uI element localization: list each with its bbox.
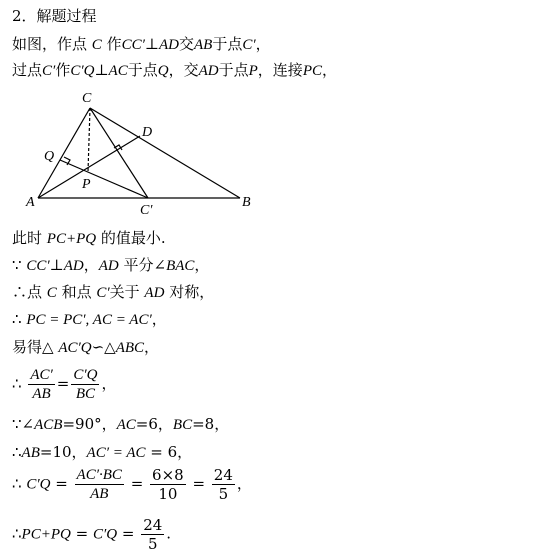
step-3: [12, 282, 214, 303]
math: AD: [144, 285, 165, 301]
numerator: 24: [143, 516, 163, 534]
text: 对称，: [164, 283, 215, 301]
text: 易得△: [12, 338, 59, 356]
denominator: BC: [75, 386, 95, 402]
text: 此时: [12, 229, 47, 247]
step-5: [12, 337, 159, 358]
math: PC+PQ: [21, 526, 71, 543]
text: ∴: [12, 474, 27, 493]
text: 平分∠: [118, 256, 167, 274]
intro-line-2: [12, 60, 337, 81]
numerator: AC′·BC: [76, 467, 122, 483]
label-Q: Q: [44, 149, 55, 164]
text: ∽△: [91, 338, 116, 356]
text: .: [166, 524, 172, 543]
text: ，交: [168, 61, 199, 79]
label-C-prime: C′: [140, 203, 153, 218]
denominator: AB: [90, 486, 109, 502]
step-2: [12, 255, 209, 276]
text: ∴点: [12, 283, 47, 301]
fraction: [150, 466, 186, 503]
text: =6，: [135, 415, 173, 433]
numerator: C′Q: [73, 367, 98, 383]
text: ，连接: [257, 61, 303, 79]
math: C′: [42, 63, 56, 79]
step-6: [12, 366, 117, 403]
text: =: [56, 374, 70, 393]
math: AB: [21, 445, 40, 461]
text: ，: [83, 256, 99, 274]
math: AB: [194, 37, 213, 53]
math: C: [91, 37, 102, 53]
text: 和点: [56, 283, 97, 301]
text: =: [70, 524, 93, 543]
text: 过点: [12, 61, 43, 79]
numerator: AC′: [30, 367, 53, 383]
label-B: B: [242, 195, 251, 210]
text: ，: [321, 61, 337, 79]
label-P: P: [82, 177, 91, 192]
denominator: 5: [218, 485, 229, 503]
step-9: [12, 466, 252, 503]
denominator: 10: [158, 485, 178, 503]
math: BAC: [166, 258, 195, 274]
denominator: AB: [32, 386, 51, 402]
label-C: C: [82, 91, 92, 106]
text: ，: [151, 310, 167, 328]
fraction: [28, 366, 54, 403]
math: C: [46, 285, 57, 301]
segment-PC-dashed: [88, 108, 90, 172]
math: CC′⊥AD: [26, 258, 84, 274]
math: CC′⊥AD: [121, 37, 179, 53]
text: 交: [178, 35, 194, 53]
fraction: [75, 466, 124, 503]
math: BC: [172, 417, 193, 433]
solution-heading: 2．解题过程: [12, 7, 97, 25]
math: ABC: [115, 340, 145, 356]
text: =8，: [192, 415, 230, 433]
math: Q: [157, 63, 169, 79]
numerator: 24: [213, 466, 233, 484]
text: =: [187, 474, 210, 493]
text: ∴: [12, 443, 22, 461]
fraction: [212, 466, 235, 503]
text: ，: [194, 256, 210, 274]
math: ACB: [34, 417, 63, 433]
math: AD: [198, 63, 219, 79]
text: = 6，: [145, 443, 193, 461]
text: ∵: [12, 256, 27, 274]
text: =10，: [39, 443, 87, 461]
label-A: A: [26, 195, 35, 210]
text: 如图，作点: [12, 35, 92, 53]
segment-CC-prime: [90, 108, 148, 198]
geometry-figure: [20, 86, 260, 218]
text: ，: [101, 374, 117, 393]
step-10: [12, 516, 171, 553]
text: =90°，: [62, 415, 117, 433]
text: ∵∠: [12, 415, 35, 433]
denominator: 5: [147, 535, 158, 553]
math: C′: [242, 37, 256, 53]
math: PC = PC′, AC = AC′: [26, 312, 152, 328]
text: 于点: [218, 61, 249, 79]
math: PC: [302, 63, 322, 79]
math: AC: [116, 417, 136, 433]
math: C′: [96, 285, 110, 301]
math: AC′Q: [58, 340, 92, 356]
math: P: [248, 63, 258, 79]
text: ，: [255, 35, 271, 53]
text: ∴: [12, 374, 22, 393]
step-4: [12, 309, 167, 330]
numerator: 6×8: [152, 466, 184, 484]
fraction: [71, 366, 99, 403]
text: =: [117, 524, 140, 543]
math: AC′ = AC: [86, 445, 146, 461]
text: 的值最小.: [96, 229, 166, 247]
math: C′Q⊥AC: [70, 63, 128, 79]
math: C′Q: [92, 526, 118, 543]
fraction: [141, 516, 164, 553]
text: 作: [101, 35, 122, 53]
text: ，: [144, 338, 160, 356]
step-1: [12, 228, 166, 249]
text: =: [125, 474, 149, 493]
text: 作: [55, 61, 71, 79]
segment-C-prime-Q: [60, 160, 148, 198]
text: ∴: [12, 310, 27, 328]
text: =: [50, 474, 73, 493]
text: ，: [236, 474, 252, 493]
math: PC+PQ: [46, 231, 97, 247]
label-D: D: [142, 125, 153, 140]
step-7: [12, 414, 229, 435]
text: 于点: [212, 35, 243, 53]
math: AD: [98, 258, 119, 274]
step-8: [12, 442, 192, 463]
text: 于点: [127, 61, 158, 79]
intro-line-1: [12, 34, 271, 55]
math: C′Q: [26, 476, 51, 493]
text: ∴: [12, 524, 22, 543]
text: 关于: [109, 283, 145, 301]
